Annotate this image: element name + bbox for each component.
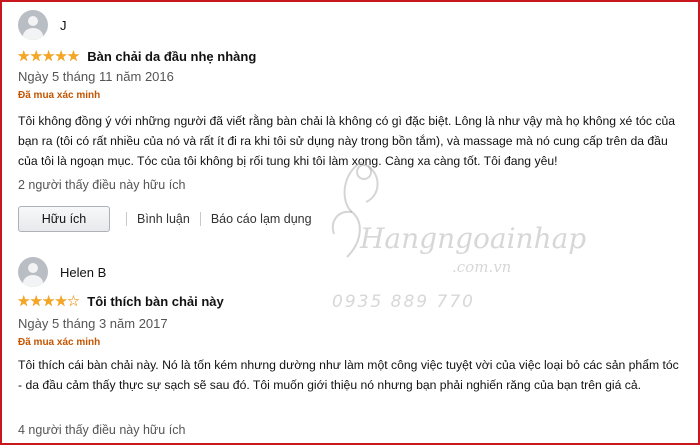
divider — [200, 212, 201, 226]
reviewer-profile[interactable] — [18, 257, 106, 287]
user-avatar-icon — [18, 257, 48, 287]
review-body: Tôi thích cái bàn chải này. Nó là tốn kém nhưng dường như làm một công việc tuyệt vời của việc loại bỏ các sản phẩm tóc - da đầu cảm thấy thực sự sạch sẽ sau đó. Tôi muốn giới thiệu nó nhưng bạn phải nghiến răng của bạn trên giá cả. — [18, 358, 679, 392]
review-header — [17, 294, 224, 309]
verified-purchase-badge: Đã mua xác minh — [18, 337, 101, 348]
review-date: Ngày 5 tháng 11 năm 2016 — [18, 69, 174, 84]
reviewer-profile[interactable] — [18, 10, 67, 40]
review-actions — [18, 206, 312, 232]
reviewer-name: Helen B — [60, 264, 107, 280]
verified-purchase-badge: Đã mua xác minh — [18, 90, 101, 101]
review-title[interactable]: Tôi thích bàn chải này — [87, 294, 224, 309]
star-rating-icon: ★★★★☆ — [17, 293, 80, 310]
watermark — [302, 152, 587, 332]
watermark-brand: Hangngoainhap — [360, 222, 587, 255]
review-body: Tôi không đồng ý với những người đã viết rằng bàn chải là không có gì đặc biệt. Lông là như vậy mà họ không xé tóc của bạn ra (tôi có rất nhiều của nó và rất ít đi ra khi tôi sử dụng này trong bồn tắm), và massage mà nó cung cấp trên da đầu của tôi là ngoạn mục. Tóc của tôi không bị rối tung khi tôi làm xong. Càng xa càng tốt. Tôi đang yêu! — [18, 114, 676, 168]
divider — [126, 212, 127, 226]
star-rating-icon: ★★★★★ — [17, 48, 80, 65]
watermark-domain: .com.vn — [452, 258, 512, 276]
reviewer-name: J — [60, 17, 67, 33]
watermark-phone: 0935 889 770 — [332, 292, 475, 312]
report-abuse-link[interactable]: Báo cáo lạm dụng — [210, 212, 312, 226]
comment-link[interactable]: Bình luận — [137, 212, 190, 226]
review-header — [17, 49, 256, 64]
helpful-count: 4 người thấy điều này hữu ích — [18, 423, 186, 437]
helpful-count: 2 người thấy điều này hữu ích — [18, 178, 186, 192]
helpful-button[interactable]: Hữu ích — [18, 206, 110, 232]
user-avatar-icon — [18, 10, 48, 40]
review-date: Ngày 5 tháng 3 năm 2017 — [18, 316, 168, 331]
review-title[interactable]: Bàn chải da đầu nhẹ nhàng — [87, 49, 257, 64]
